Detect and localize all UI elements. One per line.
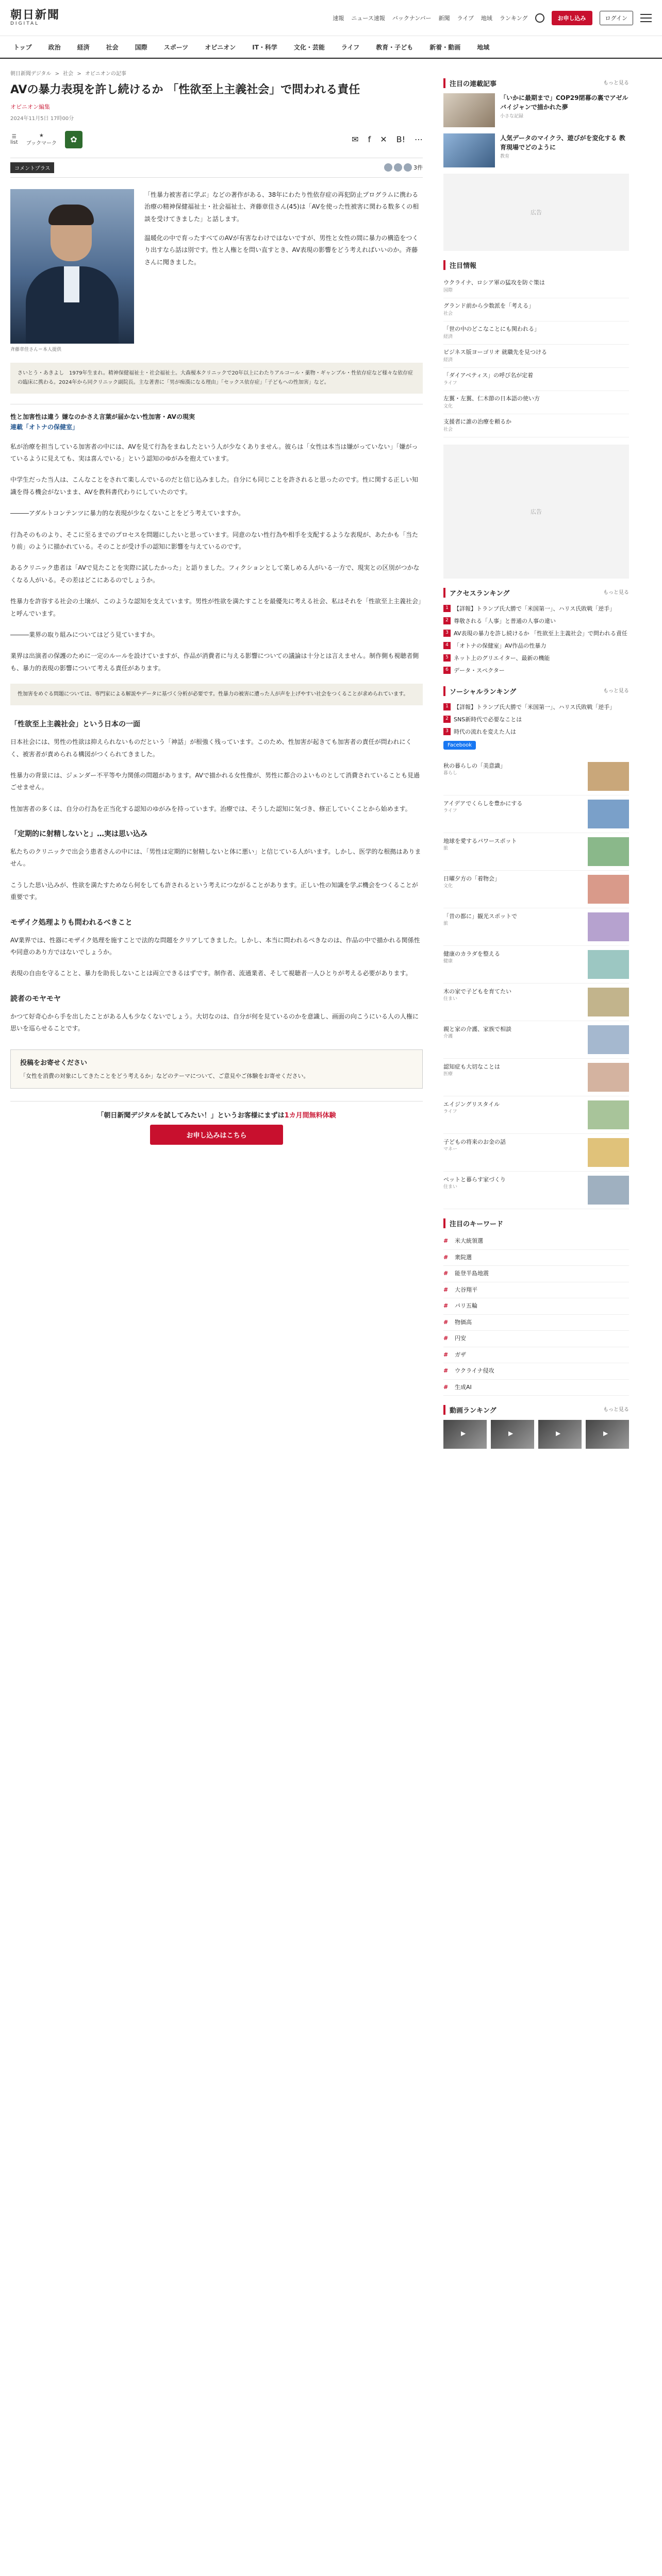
social-ranking — [443, 701, 629, 738]
utility-link[interactable]: 新聞 — [438, 14, 450, 22]
section-heading: 「定期的に射精しないと」…実は思い込み — [10, 830, 147, 839]
quote-box: 性加害をめぐる問題については、専門家による解説やデータに基づく分析が必要です。性暴力の被害に遭った人が声を上げやすい社会をつくることが求められています。 — [10, 684, 423, 705]
promo-emphasis: 1カ月間無料体験 — [284, 1112, 336, 1120]
utility-nav — [333, 11, 652, 25]
utility-link[interactable]: ライブ — [457, 14, 474, 22]
promo-cards — [443, 758, 629, 1209]
feature-thumb — [443, 93, 495, 127]
nav-item[interactable]: 文化・芸能 — [293, 43, 325, 51]
top-bar — [0, 0, 662, 36]
section-heading: 読者のモヤモヤ — [10, 994, 61, 1003]
list-item[interactable]: 「世の中のどこなことにも関われる」 経済 — [443, 321, 629, 345]
x-icon[interactable]: ✕ — [380, 134, 387, 145]
video-thumb[interactable] — [491, 1420, 534, 1449]
series-link[interactable]: 連載「オトナの保健室」 — [10, 423, 79, 431]
nav-item[interactable]: トップ — [13, 43, 32, 51]
lead-paragraph: 「性暴力被害者に学ぶ」などの著作がある、38年にわたり性依存症の再犯防止プログラムに携わる治療の精神保健福祉士・社会福祉士、斉藤章佳さん(45)は「AVを使った性被害に関わる数多くの相談を受けてきました」と話します。 — [144, 191, 419, 223]
nav-item[interactable]: 経済 — [77, 43, 90, 51]
facebook-button[interactable]: Facebook — [443, 741, 476, 750]
leaf-badge-icon: ✿ — [65, 131, 82, 148]
bookmark-button[interactable]: ★ ブックマーク — [26, 132, 57, 146]
nav-item[interactable]: IT・科学 — [252, 43, 277, 51]
body-paragraph: 性加害者の多くは、自分の行為を正当化する認知のゆがみを持っています。治療では、そうした認知に気づき、修正していくことから始めます。 — [10, 805, 411, 812]
access-ranking — [443, 603, 629, 677]
article-title: AVの暴力表現を許し続けるか 「性欲至上主義社会」で問われる責任 — [10, 83, 360, 96]
subscribe-button[interactable]: お申し込み — [552, 11, 592, 25]
body-paragraph: 私たちのクリニックで出会う患者さんの中には、「男性は定期的に射精しないと体に悪い」と信じている人がいます。しかし、医学的な根拠はありません。 — [10, 848, 421, 868]
nav-item[interactable]: オピニオン — [205, 43, 236, 51]
nav-item[interactable]: 社会 — [106, 43, 119, 51]
ranking-item[interactable]: 2 SNS新時代で必要なことは — [443, 714, 629, 726]
article-author[interactable]: オピニオン編集 — [10, 103, 50, 110]
contribution-box — [10, 1049, 423, 1089]
share-bar — [10, 131, 423, 148]
more-link[interactable]: もっと見る — [603, 590, 629, 596]
nav-item[interactable]: ライフ — [341, 43, 360, 51]
article-date: 2024年11月5日 17時00分 — [10, 115, 74, 122]
keyword-item[interactable]: # パリ五輪 — [443, 1298, 629, 1315]
video-row — [443, 1420, 629, 1449]
list-item[interactable]: ウクライナ、ロシア軍の猛攻を防ぐ策は 国際 — [443, 275, 629, 298]
sidebar-heading: ソーシャルランキング もっと見る — [443, 686, 629, 696]
mail-icon[interactable]: ✉ — [352, 134, 359, 145]
lead-section — [10, 189, 423, 352]
sidebar-heading: 動画ランキング もっと見る — [443, 1405, 629, 1415]
keyword-item[interactable]: # 生成AI — [443, 1380, 629, 1396]
promo-card[interactable]: 地球を愛するパワースポット 旅 — [443, 833, 629, 871]
comment-plus-bar[interactable] — [10, 158, 423, 178]
breadcrumb-sep: > — [77, 71, 81, 77]
nav-item[interactable]: 新着・動画 — [429, 43, 461, 51]
ad-slot[interactable]: 広告 — [443, 174, 629, 251]
contribution-title: 投稿をお寄せください — [20, 1059, 88, 1067]
promo-line: 「朝日新聞デジタルを試してみたい！」というお客様にまずは1カ月間無料体験 — [97, 1112, 336, 1120]
video-thumb[interactable] — [586, 1420, 629, 1449]
global-nav — [0, 36, 662, 59]
comment-count: 3件 — [413, 164, 423, 172]
sidebar-heading: 注目情報 — [443, 260, 629, 270]
breadcrumb-sep: > — [55, 71, 59, 77]
nav-item[interactable]: 教育・子ども — [376, 43, 413, 51]
promo-card[interactable]: 健康のカラダを整える 健康 — [443, 946, 629, 984]
breadcrumb — [10, 69, 423, 77]
promo-cta-button[interactable]: お申し込みはこちら — [150, 1125, 283, 1145]
nav-item[interactable]: 政治 — [48, 43, 61, 51]
logo-en: DIGITAL — [10, 21, 40, 26]
body-paragraph: あるクリニック患者は「AVで見たことを実際に試したかった」と語りました。フィクションとして楽しめる人がいる一方で、現実との区別がつかなくなる人がいる。その差はどこにあるのでしょうか。 — [10, 564, 420, 584]
profile-box: さいとう・あきよし 1979年生まれ。精神保健福祉士・社会福祉士。大森榎本クリニックで20年以上にわたりアルコール・薬物・ギャンブル・性依存症など様々な依存症の臨床に携わる。2024年から同クリニック副院長。主な著書に「男が痴漢になる理由」「セックス依存症」「子どもへの性加害」など。 — [10, 363, 423, 394]
feature-card[interactable]: 「いかに最期まで」COP29閉幕の裏でアゼルバイジャンで描かれた夢 小さな記録 — [443, 93, 629, 127]
breadcrumb-item[interactable]: 社会 — [63, 71, 74, 77]
keyword-item[interactable]: # 物価高 — [443, 1315, 629, 1331]
article-body — [10, 441, 423, 1035]
site-logo[interactable] — [10, 9, 67, 26]
keyword-list — [443, 1233, 629, 1396]
promo-card[interactable]: 日曜夕方の「着物会」 文化 — [443, 871, 629, 908]
keyword-item[interactable]: # 能登半島地震 — [443, 1266, 629, 1282]
ranking-item[interactable]: 6 データ・スペクター — [443, 665, 629, 677]
body-paragraph: かつて好奇心から手を出したことがある人も少なくないでしょう。大切なのは、自分が何を見ているのかを意識し、画面の向こうにいる人の人権に思いを巡らせることです。 — [10, 1012, 419, 1032]
keyword-item[interactable]: # ガザ — [443, 1347, 629, 1364]
ranking-item[interactable]: 5 ネット上のグリエイター、最新の機能 — [443, 652, 629, 665]
nav-item[interactable]: 国際 — [135, 43, 147, 51]
utility-link[interactable]: 地域 — [481, 14, 492, 22]
list-item[interactable]: 「ダイアベティス」の呼び名が定着 ライフ — [443, 368, 629, 391]
logo-jp: 朝日新聞 — [10, 8, 60, 22]
list-item[interactable]: グランド前から少数派を「考える」 社会 — [443, 298, 629, 321]
photo-caption: 斉藤章佳さん＝本人提供 — [10, 347, 62, 352]
lead-paragraph: 温暖化の中で育ったすべてのAVが有害なわけではないですが、男性と女性の間に暴力の構造をつくり出すなら話は別です。性と人権とを問い直すとき、AV表現の影響をどう考えればいいのか。斉藤さんに聞きました。 — [144, 234, 419, 266]
promo-card[interactable]: アイデアでくらしを豊かにする ライフ — [443, 795, 629, 833]
keyword-item[interactable]: # 米大統領選 — [443, 1233, 629, 1250]
ranking-item[interactable]: 1 【詳報】トランプ氏大勝で「米国第一」、ハリス氏敗戦「逆手」 — [443, 701, 629, 714]
body-paragraph: 私が治療を担当している加害者の中には、AVを見て行為をまねしたという人が少なくありません。彼らは「女性は本当は嫌がっていない」「嫌がっているように見えても、実は喜んでいる」という認知のゆがみを抱えています。 — [10, 443, 418, 463]
more-link[interactable]: もっと見る — [603, 1407, 629, 1413]
body-paragraph: 性暴力を許容する社会の土壌が、このような認知を支えています。男性が性欲を満たすことを最優先に考える社会、私はそれを「性欲至上主義社会」と呼んでいます。 — [10, 598, 422, 617]
utility-link[interactable]: バックナンバー — [392, 14, 432, 22]
body-paragraph: 行為そのものより、そこに至るまでのプロセスを問題にしたいと思っています。同意のない性行為や相手を支配するような表現が、あたかも「当たり前」のように描かれている。そのことが受け手の認知に影響を与えているのです。 — [10, 531, 419, 551]
utility-link[interactable]: 速報 — [333, 14, 344, 22]
hatena-icon[interactable]: B! — [396, 134, 405, 145]
facebook-icon[interactable]: f — [368, 134, 371, 145]
body-paragraph: 性暴力の背景には、ジェンダー不平等や力関係の問題があります。AVで描かれる女性像が、男性に都合のよいものとして消費されていることも見過ごせません。 — [10, 771, 420, 791]
ranking-item[interactable]: 2 尊敬される「人事」と普通の人事の違い — [443, 615, 629, 628]
video-thumb[interactable] — [443, 1420, 487, 1449]
body-paragraph: ―――アダルトコンテンツに暴力的な表現が少なくないことをどう考えていますか。 — [10, 510, 245, 517]
search-icon[interactable] — [535, 13, 544, 23]
breadcrumb-item[interactable]: 朝日新聞デジタル — [10, 71, 52, 77]
promo-card[interactable]: 親と家の介護、家族で相談 介護 — [443, 1021, 629, 1059]
promo-card[interactable]: ペットと暮らす家づくり 住まい — [443, 1172, 629, 1209]
keyword-item[interactable]: # 円安 — [443, 1331, 629, 1347]
body-paragraph: ―――業界の取り組みについてはどう見ていますか。 — [10, 631, 159, 638]
lead-text — [144, 189, 423, 352]
login-button[interactable]: ログイン — [600, 11, 633, 25]
more-link[interactable]: もっと見る — [603, 80, 629, 86]
keyword-item[interactable]: # 大谷翔平 — [443, 1282, 629, 1299]
ad-slot[interactable]: 広告 — [443, 445, 629, 579]
body-paragraph: 日本社会には、男性の性欲は抑えられないものだという「神話」が根強く残っています。このため、性加害が起きても加害者の責任が問われにくく、被害者が責められる構図がつくられてきました。 — [10, 738, 412, 758]
nav-item[interactable]: 地域 — [477, 43, 490, 51]
more-share-icon[interactable]: ⋯ — [415, 134, 423, 145]
ranking-item[interactable]: 1 【詳報】トランプ氏大勝で「米国第一」、ハリス氏敗戦「逆手」 — [443, 603, 629, 615]
keyword-item[interactable]: # 衆院選 — [443, 1250, 629, 1266]
article-main — [10, 59, 423, 1455]
nav-item[interactable]: スポーツ — [163, 43, 189, 51]
sidebar — [443, 59, 629, 1455]
sidebar-heading: 注目の連載記事 もっと見る — [443, 78, 629, 88]
body-paragraph: こうした思い込みが、性欲を満たすためなら何をしても許されるという考えにつながることがあります。正しい性の知識を学ぶ機会をつくることが重要です。 — [10, 881, 418, 901]
ranking-item[interactable]: 3 時代の流れを変えた人は — [443, 726, 629, 738]
contribution-text: 「女性を消費の対象にしてきたことをどう考えるか」などのテーマについて、ご意見やご体験をお寄せください。 — [20, 1072, 309, 1079]
commenter-avatars — [384, 163, 423, 172]
comment-plus-tag: コメントプラス — [10, 162, 54, 173]
subscription-promo — [10, 1101, 423, 1145]
body-paragraph: 業界は出演者の保護のために一定のルールを設けていますが、作品が消費者に与える影響についての議論は十分とは言えません。制作側も視聴者側も、暴力的表現の影響について考える責任があります。 — [10, 652, 419, 672]
body-paragraph: 表現の自由を守ることと、暴力を助長しないことは両立できるはずです。制作者、流通業者、そして視聴者一人ひとりが考える必要があります。 — [10, 970, 412, 977]
body-paragraph: 中学生だった当人は、こんなことをされて楽しんでいるのだと信じ込みました。自分にも同じことを許されると思ったのです。性に関する正しい知識を得る機会がないまま、AVを教科書代わりにしていたのです。 — [10, 476, 419, 496]
utility-link[interactable]: ランキング — [499, 14, 528, 22]
keyword-item[interactable]: # ウクライナ侵攻 — [443, 1363, 629, 1380]
promo-card[interactable]: 秋の暮らしの「美意識」 暮らし — [443, 758, 629, 795]
series-link-block[interactable] — [10, 404, 423, 433]
ranking-item[interactable]: 4 「オトナの保健室」AV作品の性暴力 — [443, 640, 629, 652]
list-item[interactable]: 左翼・左翼、仁木節の日本語の使い方 文化 — [443, 391, 629, 414]
feature-thumb — [443, 133, 495, 167]
feature-card[interactable]: 人気データのマイクラ、遊びがを変化する 教育現場でどのように 教育 — [443, 133, 629, 167]
series-label: 性と加害性は違う 嫌なのかさえ言葉が届かない性加害・AVの現実 — [10, 413, 195, 420]
promo-card[interactable]: 子どもの将来のお金の話 マネー — [443, 1134, 629, 1172]
sidebar-heading: アクセスランキング もっと見る — [443, 588, 629, 598]
body-paragraph: AV業界では、性器にモザイク処理を施すことで法的な問題をクリアしてきました。しかし、本当に問われるべきなのは、作品の中で描かれる関係性や同意のあり方ではないでしょうか。 — [10, 936, 420, 956]
section-heading: モザイク処理よりも問われるべきこと — [10, 918, 133, 927]
promo-card[interactable]: 木の家で子どもを育てたい 住まい — [443, 984, 629, 1021]
portrait-image — [10, 189, 134, 344]
promo-card[interactable]: 「昔の都に」観光スポットで 旅 — [443, 908, 629, 946]
author-photo — [10, 189, 134, 352]
video-thumb[interactable] — [538, 1420, 582, 1449]
notice-list — [443, 275, 629, 437]
ranking-item[interactable]: 3 AV表現の暴力を許し続けるか 「性欲至上主義社会」で問われる責任 — [443, 628, 629, 640]
more-link[interactable]: もっと見る — [603, 688, 629, 694]
breadcrumb-item[interactable]: オピニオンの記事 — [85, 71, 126, 77]
promo-card[interactable]: エイジングリスタイル ライフ — [443, 1096, 629, 1134]
page-wrap — [0, 59, 662, 1455]
hamburger-menu-icon[interactable] — [640, 14, 652, 22]
sidebar-heading: 注目のキーワード — [443, 1218, 629, 1228]
section-heading: 「性欲至上主義社会」という日本の一面 — [10, 720, 140, 729]
list-item[interactable]: ビジネス版ヨーゴリオ 就職先を見つける 経済 — [443, 345, 629, 368]
promo-card[interactable]: 認知症も大切なことは 医療 — [443, 1059, 629, 1096]
list-button[interactable]: ☰ list — [10, 133, 18, 145]
utility-link[interactable]: ニュース速報 — [351, 14, 385, 22]
list-item[interactable]: 支援者に誰の治療を頼るか 社会 — [443, 414, 629, 437]
